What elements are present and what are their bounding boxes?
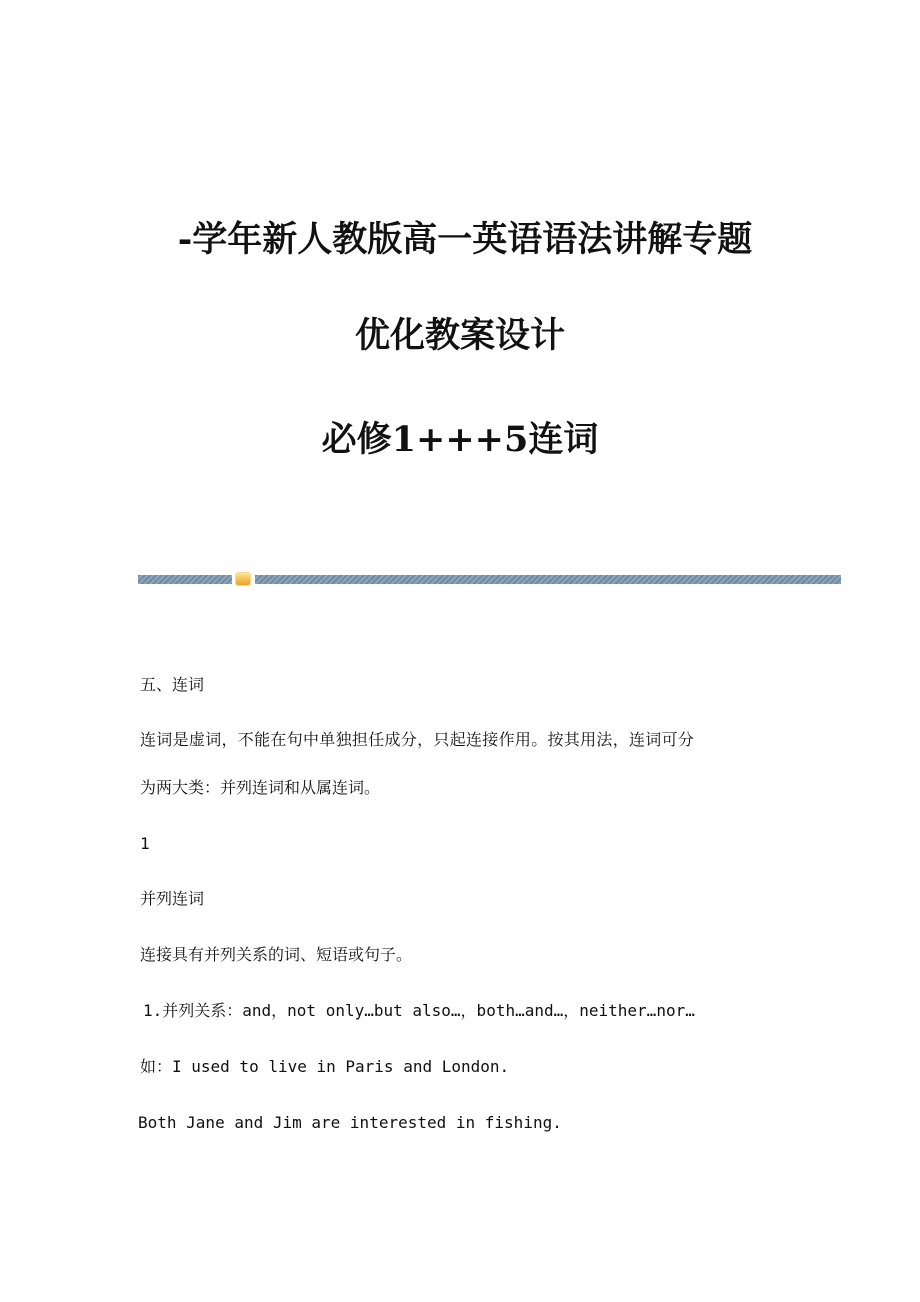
example-sentence-2: Both Jane and Jim are interested in fishing. xyxy=(138,1113,562,1132)
section-heading: 五、连词 xyxy=(140,675,205,694)
document-title-line-3: 必修1+++5连词 xyxy=(321,419,599,460)
document-title-line-2: 优化教案设计 xyxy=(354,315,565,356)
decorative-divider xyxy=(138,575,841,584)
document-title-line-1: -学年新人教版高一英语语法讲解专题 xyxy=(177,219,753,260)
intro-paragraph-line-2: 为两大类：并列连词和从属连词。 xyxy=(140,778,381,797)
definition-text: 连接具有并列关系的词、短语或句子。 xyxy=(140,945,413,964)
example-sentence-1: 如：I used to live in Paris and London. xyxy=(140,1057,510,1076)
divider-ornament-icon xyxy=(236,573,250,585)
divider-bar-left xyxy=(138,575,232,584)
intro-paragraph-line-1: 连词是虚词，不能在句中单独担任成分，只起连接作用。按其用法，连词可分 xyxy=(140,730,695,749)
divider-bar-right xyxy=(255,575,841,584)
list-item-1: 1.并列关系：and，not only…but also…，both…and…，neither…nor… xyxy=(143,1001,695,1020)
subsection-heading: 并列连词 xyxy=(140,889,205,908)
section-number: 1 xyxy=(140,834,150,853)
